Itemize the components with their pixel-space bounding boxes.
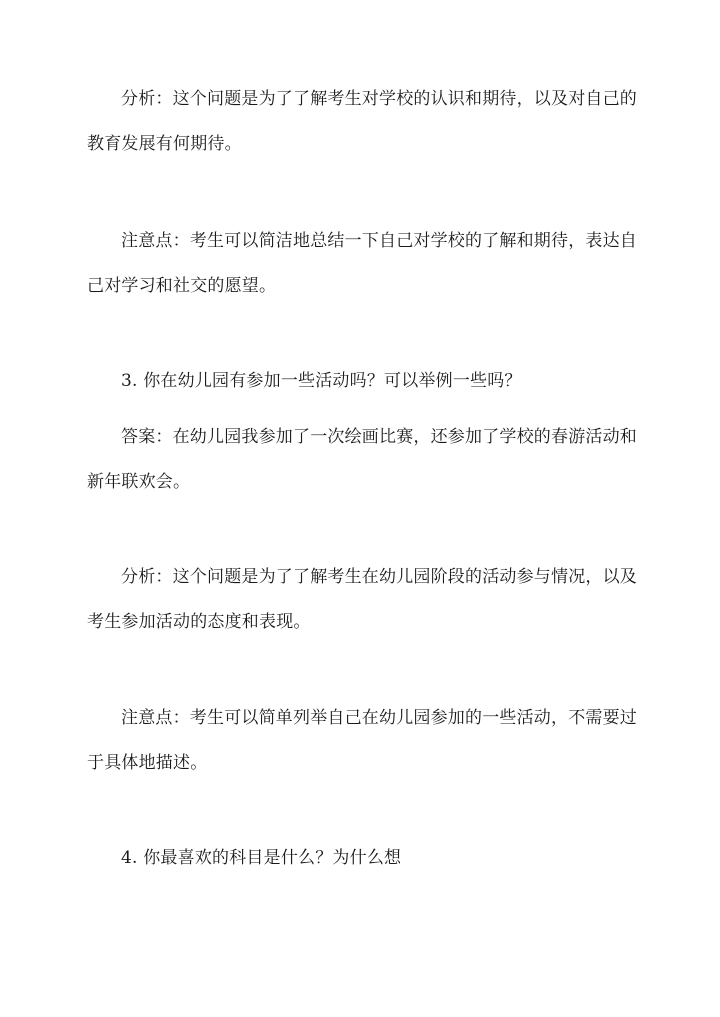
note-paragraph-2-line-2: 于具体地描述。 — [87, 753, 208, 773]
question-3: 3. 你在幼儿园有参加一些活动吗？可以举例一些吗？ — [121, 371, 522, 391]
answer-paragraph-line-1: 答案：在幼儿园我参加了一次绘画比赛，还参加了学校的春游活动和 — [121, 427, 637, 447]
answer-paragraph-line-2: 新年联欢会。 — [87, 472, 191, 492]
note-paragraph-2-line-1: 注意点：考生可以简单列举自己在幼儿园参加的一些活动，不需要过 — [121, 708, 637, 728]
note-paragraph-1-line-2: 己对学习和社交的愿望。 — [87, 276, 277, 296]
note-paragraph-1-line-1: 注意点：考生可以简洁地总结一下自己对学校的了解和期待，表达自 — [121, 231, 637, 251]
analysis-paragraph-1-line-1: 分析：这个问题是为了了解考生对学校的认识和期待，以及对自己的 — [121, 89, 637, 109]
analysis-paragraph-1-line-2: 教育发展有何期待。 — [87, 134, 242, 154]
analysis-paragraph-2-line-2: 考生参加活动的态度和表现。 — [87, 612, 311, 632]
analysis-paragraph-2-line-1: 分析：这个问题是为了了解考生在幼儿园阶段的活动参与情况，以及 — [121, 567, 637, 587]
question-4: 4. 你最喜欢的科目是什么？为什么想 — [121, 848, 402, 868]
